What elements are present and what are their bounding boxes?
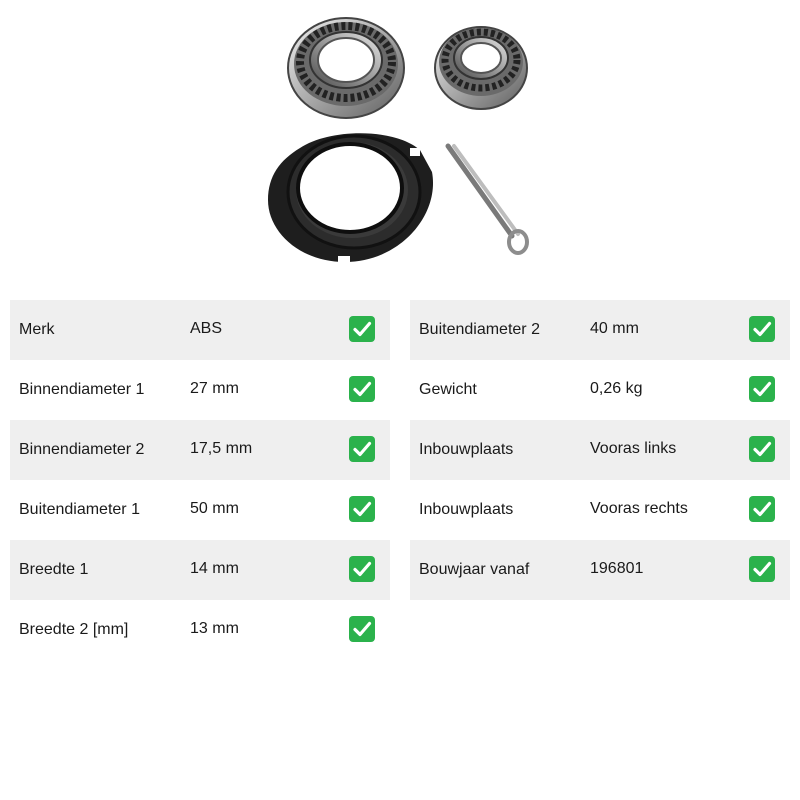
check-icon: [349, 556, 375, 582]
spec-value: 14 mm: [190, 560, 239, 577]
spec-value: 196801: [590, 560, 644, 577]
spec-table-right: [410, 300, 790, 600]
check-icon: [349, 316, 375, 342]
check-icon: [749, 496, 775, 522]
seal-ring-icon: [268, 133, 433, 266]
product-image: [262, 12, 538, 272]
spec-label: Binnendiameter 1: [19, 381, 145, 398]
check-icon: [349, 496, 375, 522]
spec-row: [10, 600, 390, 660]
check-icon: [749, 556, 775, 582]
check-icon: [749, 376, 775, 402]
spec-row: [10, 420, 390, 480]
spec-value: Vooras rechts: [590, 500, 688, 517]
spec-row: [10, 300, 390, 360]
spec-label: Buitendiameter 2: [419, 321, 540, 338]
cotter-pin-icon: [448, 146, 527, 253]
spec-row: [410, 540, 790, 600]
spec-label: Binnendiameter 2: [19, 441, 145, 458]
spec-value: 0,26 kg: [590, 380, 643, 397]
check-icon: [349, 376, 375, 402]
spec-row: [10, 540, 390, 600]
spec-row: [410, 300, 790, 360]
spec-label: Breedte 1: [19, 561, 89, 578]
spec-row: [10, 480, 390, 540]
spec-label: Bouwjaar vanaf: [419, 561, 530, 578]
spec-label: Breedte 2 [mm]: [19, 621, 129, 638]
check-icon: [349, 616, 375, 642]
spec-label: Inbouwplaats: [419, 441, 514, 458]
small-bearing-icon: [435, 27, 527, 109]
spec-table-left: [10, 300, 390, 660]
spec-value: Vooras links: [590, 440, 677, 457]
spec-row: [410, 420, 790, 480]
spec-value: ABS: [190, 320, 223, 337]
spec-row: [410, 480, 790, 540]
check-icon: [349, 436, 375, 462]
spec-value: 27 mm: [190, 380, 239, 397]
spec-value: 13 mm: [190, 620, 239, 637]
spec-value: 40 mm: [590, 320, 639, 337]
spec-row: [410, 360, 790, 420]
spec-value: 50 mm: [190, 500, 239, 517]
spec-label: Merk: [19, 321, 55, 338]
spec-label: Buitendiameter 1: [19, 501, 140, 518]
spec-row: [10, 360, 390, 420]
check-icon: [749, 316, 775, 342]
check-icon: [749, 436, 775, 462]
spec-label: Gewicht: [419, 381, 477, 398]
spec-value: 17,5 mm: [190, 440, 253, 457]
spec-label: Inbouwplaats: [419, 501, 514, 518]
large-bearing-icon: [288, 18, 404, 118]
